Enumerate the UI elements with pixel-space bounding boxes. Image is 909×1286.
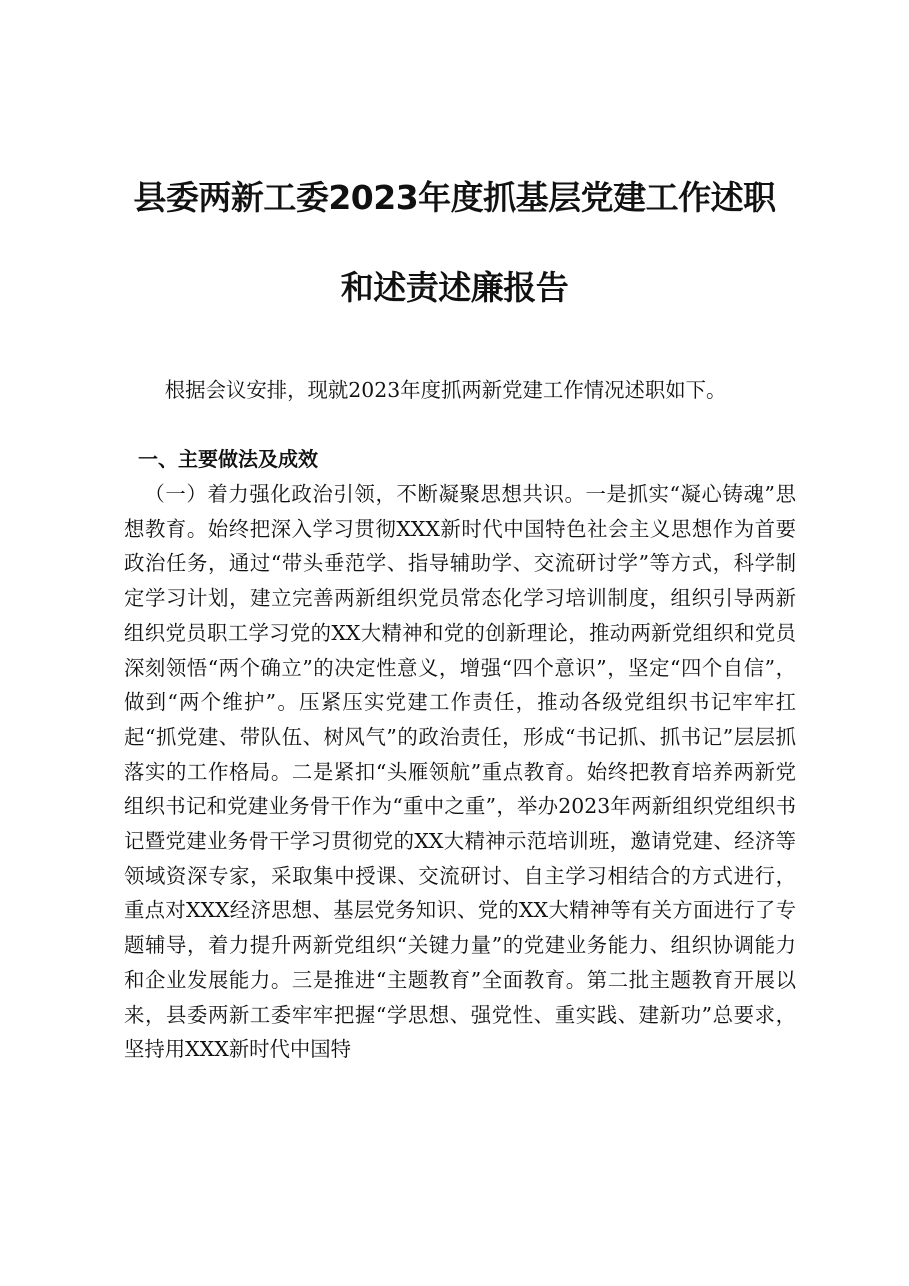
section-heading: 一、主要做法及成效: [138, 447, 318, 471]
document-title-line2: 和述责述廉报告: [340, 268, 569, 307]
body-paragraph: （一）着力强化政治引领，不断凝聚思想共识。一是抓实“凝心铸魂”思想教育。始终把深入学习贯彻XXX新时代中国特色社会主义思想作为首要政治任务，通过“带头垂范学、指导辅助学、交流研讨学”等方式，科学制定学习计划，建立完善两新组织党员常态化学习培训制度，组织引导两新组织党员职工学习党的XX大精神和党的创新理论，推动两新党组织和党员深刻领悟“两个确立”的决定性意义，增强“四个意识”，坚定“四个自信”，做到“两个维护”。压紧压实党建工作责任，推动各级党组织书记牢牢扛起“抓党建、带队伍、树风气”的政治责任，形成“书记抓、抓书记”层层抓落实的工作格局。二是紧扣“头雁领航”重点教育。始终把教育培养两新党组织书记和党建业务骨干作为“重中之重”，举办2023年两新组织党组织书记暨党建业务骨干学习贯彻党的XX大精神示范培训班，邀请党建、经济等领域资深专家，采取集中授课、交流研讨、自主学习相结合的方式进行，重点对XXX经济思想、基层党务知识、党的XX大精神等有关方面进行了专题辅导，着力提升两新党组织“关键力量”的党建业务能力、组织协调能力和企业发展能力。三是推进“主题教育”全面教育。第二批主题教育开展以来，县委两新工委牢牢把握“学思想、强党性、重实践、建新功”总要求，坚持用XXX新时代中国特: [124, 482, 796, 1062]
intro-paragraph: 根据会议安排，现就2023年度抓两新党建工作情况述职如下。: [164, 378, 727, 402]
document-title-line1: 县委两新工委2023年度抓基层党建工作述职: [133, 178, 776, 217]
